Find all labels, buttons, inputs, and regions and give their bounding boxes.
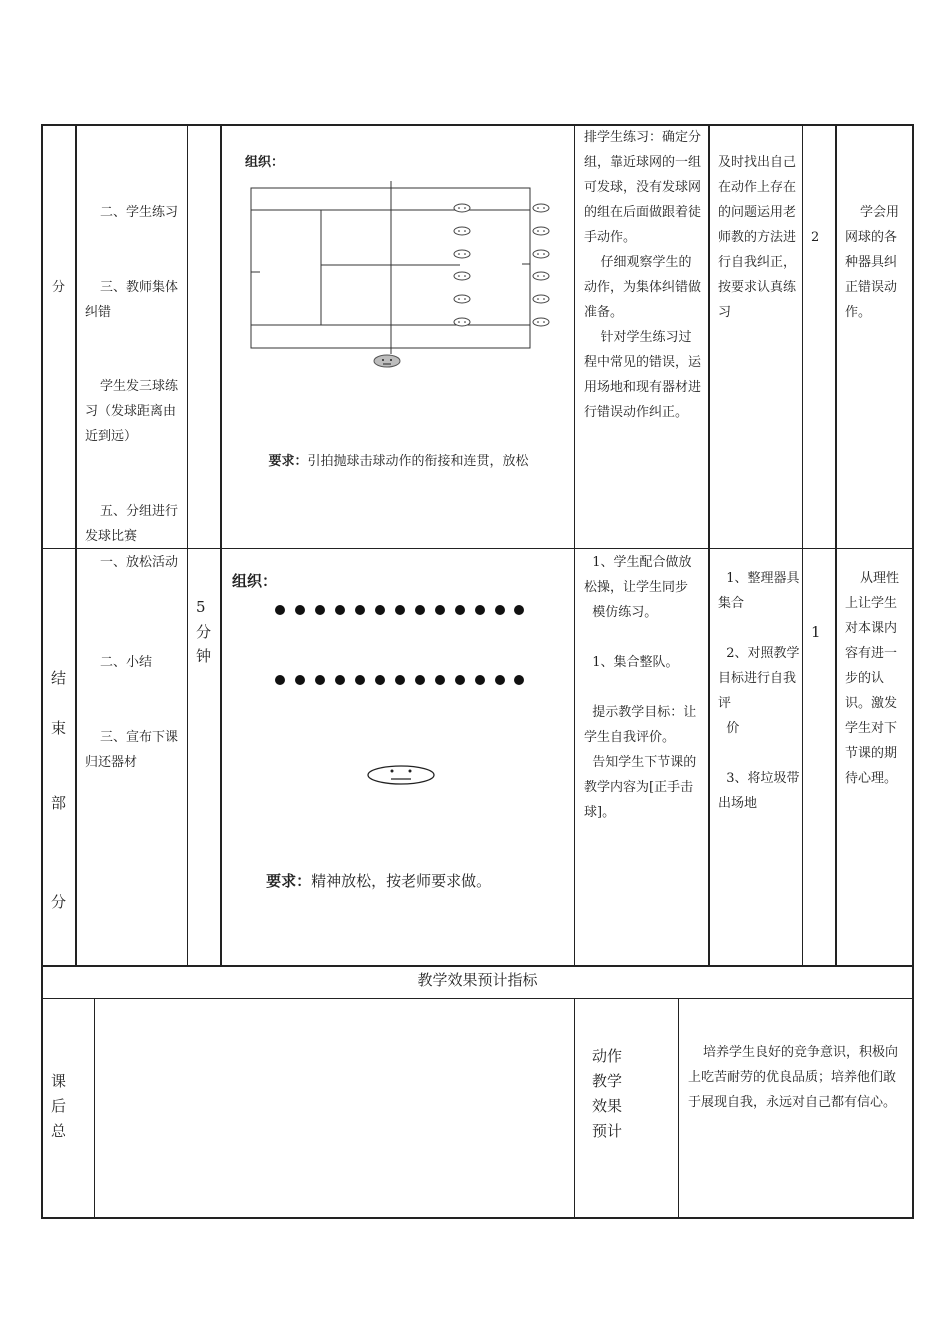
effect-header: 教学效果预计指标 [417, 971, 538, 989]
row1-content-item-1: 二、学生练习 [100, 205, 179, 220]
row2-count: 1 [811, 623, 821, 641]
row2-requirement [247, 842, 491, 920]
row1-req-label: 要求： [268, 454, 308, 469]
row2-section-label-3: 部 [51, 794, 67, 812]
player-icon [533, 250, 549, 258]
row2-content-item-2: 二、小结 [100, 655, 153, 670]
row2-student-activity: 1、整理器具集合 2、对照教学目标进行自我评 价 3、将垃圾带出场地 [718, 571, 800, 811]
row2-time-1: 5 [196, 598, 206, 616]
effect-mid-label-3: 效果 [592, 1097, 623, 1115]
effect-left-label-3: 总 [51, 1122, 67, 1140]
row1-org-label: 组织： [245, 155, 285, 170]
effect-mid-label-1: 动作 [592, 1047, 623, 1065]
row1-goal: 学会用网球的各种器具纠正错误动作。 [845, 205, 900, 320]
row2-content-item-3: 三、宣布下课归还器材 [85, 730, 179, 770]
player-icon [454, 272, 470, 280]
row1-req-text: 引拍抛球击球动作的衔接和连贯，放松 [307, 454, 529, 469]
row2-time-2: 分 [196, 623, 212, 641]
effect-mid-label-4: 预计 [592, 1122, 623, 1140]
player-icon [533, 318, 549, 326]
player-icon [454, 318, 470, 326]
teacher-icon [374, 355, 400, 367]
effect-left-label-2: 后 [51, 1097, 67, 1115]
row1-teacher-activity: 排学生练习：确定分组，靠近球网的一组可发球，没有发球网的组在后面做跟着徒手动作。 仔细观察学生的动作，为集体纠错做准备。 针对学生练习过程中常见的错误，运用场地和现有器材进行错误动作纠正。 [584, 130, 702, 420]
row1-count: 2 [811, 230, 820, 245]
row1-content-item-2: 三、教师集体纠错 [85, 280, 179, 320]
row2-teacher-activity: 1、学生配合做放松操，让学生同步 模仿练习。 1、集合整队。 提示教学目标：让学生自我评价。 告知学生下节课的教学内容为[正手击球]。 [584, 555, 697, 820]
row2-section-label-1: 结 [51, 669, 67, 687]
player-icon [533, 272, 549, 280]
row2-section-label-4: 分 [51, 893, 67, 911]
student-line-2 [275, 675, 524, 685]
row1-student-activity: 及时找出自己在动作上存在的问题运用老师教的方法进行自我纠正，按要求认真练习 [718, 155, 797, 320]
row2-goal: 从理性上让学生对本课内容有进一步的认识。激发学生对下节课的期待心理。 [845, 571, 900, 786]
teacher-icon-row2 [368, 766, 434, 784]
row2-req-text: 精神放松，按老师要求做。 [311, 872, 492, 890]
effect-right-text: 培养学生良好的竞争意识，积极向上吃苦耐劳的优良品质；培养他们敢于展现自我，永远对自己都有信心。 [688, 1045, 899, 1110]
row1-content-item-3: 学生发三球练习（发球距离由近到远） [85, 379, 179, 444]
row2-section-label-2: 束 [51, 719, 67, 737]
effect-left-label-1: 课 [51, 1072, 67, 1090]
player-column-2 [533, 204, 549, 326]
player-icon [454, 250, 470, 258]
player-icon [533, 227, 549, 235]
effect-mid-label-2: 教学 [592, 1072, 623, 1090]
row2-content-item-1: 一、放松活动 [100, 555, 179, 570]
row1-content-item-4: 五、分组进行发球比赛 [85, 504, 179, 544]
row2-time-3: 钟 [196, 647, 212, 665]
row1-requirement [252, 424, 529, 499]
player-icon [454, 227, 470, 235]
player-icon [533, 204, 549, 212]
player-icon [454, 204, 470, 212]
student-line-1 [275, 605, 524, 615]
row2-req-label: 要求： [266, 872, 312, 890]
row1-section-label: 分 [52, 280, 66, 295]
row2-org-label: 组织： [232, 572, 278, 590]
player-icon [454, 295, 470, 303]
player-icon [533, 295, 549, 303]
